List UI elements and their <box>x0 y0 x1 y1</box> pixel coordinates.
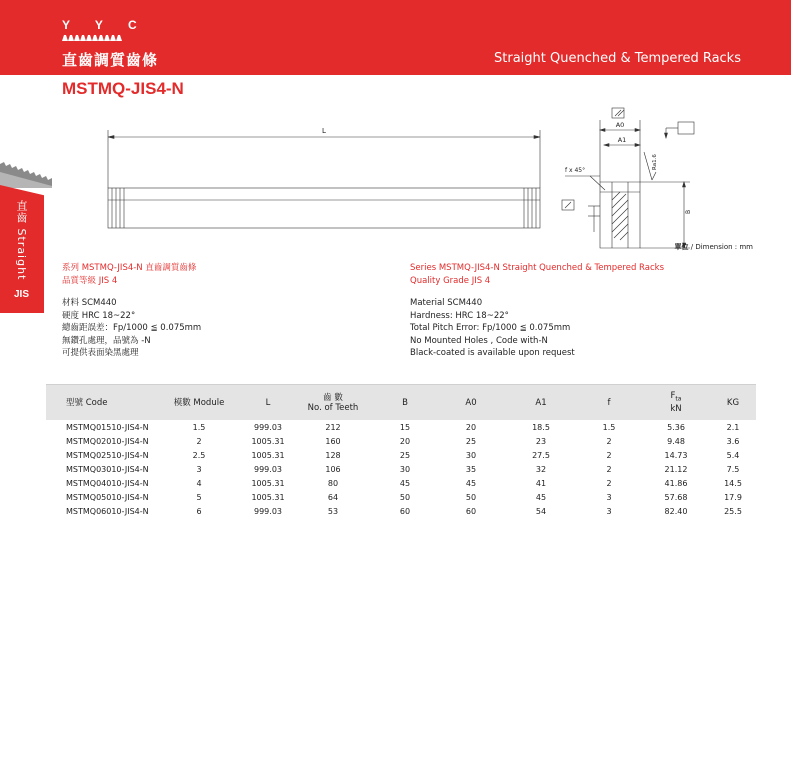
spec-english <box>410 262 664 360</box>
cell-code: MSTMQ05010-JIS4-N <box>66 492 149 502</box>
cell-l: 999.03 <box>254 464 282 474</box>
cell-teeth: 64 <box>327 492 339 502</box>
rack-technical-drawing <box>100 100 760 255</box>
header-code: 型號 Code <box>66 397 108 408</box>
spec-cn-hardness: 硬度 HRC 18~22° <box>62 310 136 321</box>
table-body <box>46 420 756 518</box>
cell-teeth: 160 <box>325 436 341 446</box>
header-fta-sub: ta <box>675 395 682 403</box>
cell-kg: 2.1 <box>726 422 740 432</box>
cell-teeth: 53 <box>327 506 339 516</box>
cell-code: MSTMQ02510-JIS4-N <box>66 450 149 460</box>
cell-l: 1005.31 <box>251 478 285 488</box>
table-header <box>46 384 756 420</box>
cell-a1: 54 <box>535 506 547 516</box>
drawing-chamfer-label: f x 45° <box>565 167 586 174</box>
cell-b: 60 <box>399 506 411 516</box>
cell-module: 1.5 <box>192 422 206 432</box>
header-teeth-en: No. of Teeth <box>307 402 359 413</box>
cell-kg: 25.5 <box>724 506 742 516</box>
cell-f: 2 <box>606 464 612 474</box>
cell-code: MSTMQ03010-JIS4-N <box>66 464 149 474</box>
header-l: L <box>265 397 271 408</box>
unit-note <box>675 242 753 252</box>
table-row <box>46 462 756 476</box>
spec-en-series: Series MSTMQ-JIS4-N Straight Quenched & Tempered Racks <box>410 263 664 273</box>
cell-a0: 20 <box>465 422 477 432</box>
table-row <box>46 476 756 490</box>
header-b: B <box>402 397 408 408</box>
spec-en-hardness: Hardness: HRC 18~22° <box>410 310 509 321</box>
cell-f: 3 <box>606 506 612 516</box>
cell-a0: 50 <box>465 492 477 502</box>
product-table <box>46 384 756 518</box>
spec-en-coating: Black-coated is available upon request <box>410 348 575 358</box>
header-fta-unit: kN <box>670 404 682 415</box>
side-category-text: 直齒 Straight <box>15 200 28 281</box>
cell-teeth: 80 <box>327 478 339 488</box>
cell-f: 2 <box>606 478 612 488</box>
cell-a0: 45 <box>465 478 477 488</box>
spec-cn-holes: 無鑽孔處理，品號為 -N <box>62 335 151 346</box>
cell-b: 20 <box>399 436 411 446</box>
cell-teeth: 212 <box>325 422 341 432</box>
title-chinese: 直齒調質齒條 <box>62 51 159 69</box>
cell-b: 30 <box>399 464 411 474</box>
cell-fta: 14.73 <box>664 450 688 460</box>
cell-b: 15 <box>399 422 411 432</box>
drawing-length-label: L <box>322 127 326 135</box>
side-standard-label: JIS <box>14 289 30 300</box>
cell-a1: 32 <box>535 464 547 474</box>
table-row <box>46 434 756 448</box>
header-f: f <box>607 397 611 408</box>
header-teeth <box>292 393 374 413</box>
spec-en-holes: No Mounted Holes , Code with-N <box>410 335 548 346</box>
table-row <box>46 448 756 462</box>
header-a0: A0 <box>465 397 477 408</box>
cell-teeth: 128 <box>325 450 341 460</box>
cell-fta: 82.40 <box>664 506 688 516</box>
cell-kg: 17.9 <box>724 492 742 502</box>
cell-kg: 7.5 <box>726 464 740 474</box>
cell-l: 1005.31 <box>251 492 285 502</box>
spec-en-material: Material SCM440 <box>410 298 483 308</box>
cell-b: 45 <box>399 478 411 488</box>
cell-b: 25 <box>399 450 411 460</box>
cell-a0: 25 <box>465 436 477 446</box>
cell-fta: 41.86 <box>664 478 688 488</box>
cell-a1: 23 <box>535 436 547 446</box>
header-a1: A1 <box>535 397 547 408</box>
spec-cn-coating: 可提供表面染黑處理 <box>62 348 139 358</box>
cell-module: 2 <box>196 436 202 446</box>
cell-l: 999.03 <box>254 506 282 516</box>
spec-cn-pitch-error: 總齒距誤差：Fp/1000 ≦ 0.075mm <box>62 323 202 333</box>
header-kg: KG <box>726 397 740 408</box>
cell-code: MSTMQ02010-JIS4-N <box>66 436 149 446</box>
logo-rack-icon <box>62 34 124 41</box>
cell-f: 3 <box>606 492 612 502</box>
cell-fta: 5.36 <box>667 422 685 432</box>
cell-module: 5 <box>196 492 202 502</box>
table-row <box>46 490 756 504</box>
header-module: 模數 Module <box>173 397 225 408</box>
spec-chinese <box>62 262 201 360</box>
header-fta-main: F <box>670 390 676 401</box>
table-row <box>46 420 756 434</box>
spec-cn-grade: 品質等級 JIS 4 <box>62 275 118 286</box>
cell-code: MSTMQ01510-JIS4-N <box>66 422 149 432</box>
cell-code: MSTMQ04010-JIS4-N <box>66 478 149 488</box>
cell-l: 999.03 <box>254 422 282 432</box>
cell-f: 2 <box>606 436 612 446</box>
cell-code: MSTMQ06010-JIS4-N <box>66 506 149 516</box>
header-band <box>0 0 791 75</box>
cell-a1: 45 <box>535 492 547 502</box>
cell-a0: 60 <box>465 506 477 516</box>
cell-a1: 41 <box>535 478 547 488</box>
cell-teeth: 106 <box>325 464 341 474</box>
cell-b: 50 <box>399 492 411 502</box>
cell-module: 4 <box>196 478 202 488</box>
cell-fta: 57.68 <box>664 492 688 502</box>
spec-cn-material: 材料 SCM440 <box>62 298 117 308</box>
cell-kg: 5.4 <box>726 450 740 460</box>
cell-module: 6 <box>196 506 202 516</box>
rack-gear-icon <box>0 158 52 188</box>
cell-f: 2 <box>606 450 612 460</box>
cell-a0: 30 <box>465 450 477 460</box>
cell-l: 1005.31 <box>251 450 285 460</box>
spec-en-grade: Quality Grade JIS 4 <box>410 275 491 286</box>
model-code: MSTMQ-JIS4-N <box>62 79 184 98</box>
cell-a1: 18.5 <box>532 422 550 432</box>
unit-cn: 單位 <box>674 243 689 251</box>
cell-a1: 27.5 <box>532 450 550 460</box>
cell-f: 1.5 <box>602 422 616 432</box>
drawing-a1-label: A1 <box>617 136 627 144</box>
drawing-b-label: B <box>685 209 692 214</box>
table-row <box>46 504 756 518</box>
cell-a0: 35 <box>465 464 477 474</box>
drawing-a0-label: A0 <box>615 121 625 129</box>
brand-logo: Y Y C <box>62 18 148 32</box>
cell-fta: 21.12 <box>664 464 688 474</box>
drawing-roughness-label: Ra1.6 <box>652 154 658 170</box>
cell-kg: 3.6 <box>726 436 740 446</box>
unit-en: / Dimension : mm <box>690 243 753 251</box>
cell-kg: 14.5 <box>724 478 742 488</box>
spec-cn-series: 系列 MSTMQ-JIS4-N 直齒調質齒條 <box>62 263 197 273</box>
title-english: Straight Quenched & Tempered Racks <box>494 51 741 66</box>
cell-l: 1005.31 <box>251 436 285 446</box>
cell-fta: 9.48 <box>667 436 685 446</box>
cell-module: 2.5 <box>192 450 206 460</box>
header-teeth-cn: 齒 數 <box>323 392 343 403</box>
spec-en-pitch-error: Total Pitch Error: Fp/1000 ≦ 0.075mm <box>410 323 571 333</box>
header-fta <box>642 391 710 415</box>
cell-module: 3 <box>196 464 202 474</box>
